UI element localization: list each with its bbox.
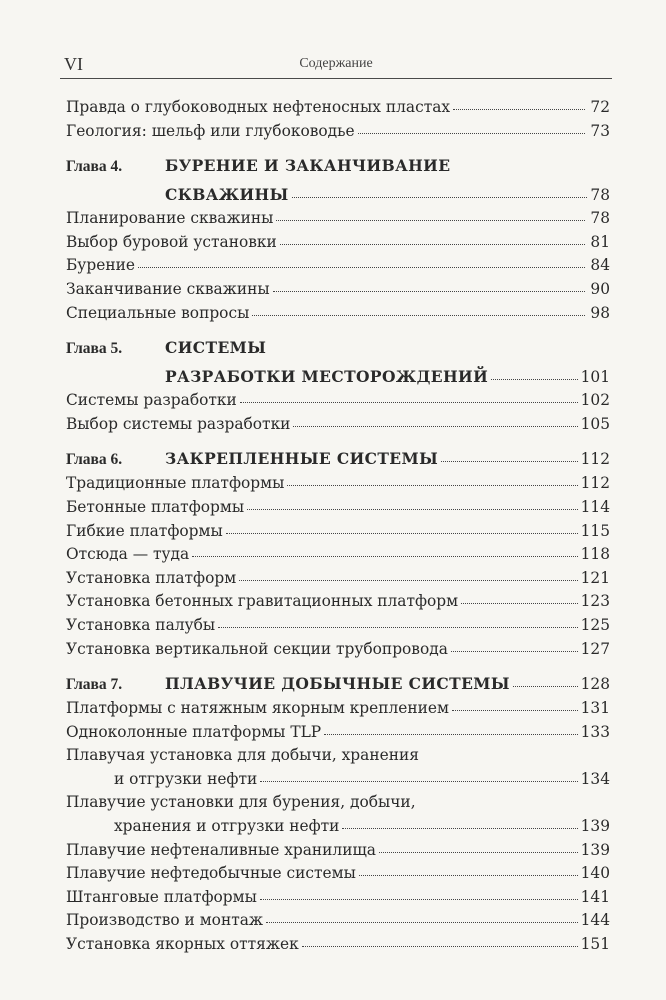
chapter-page: 128 xyxy=(580,675,610,694)
entry-page: 140 xyxy=(580,864,610,883)
entry-page: 105 xyxy=(580,414,610,433)
dot-leader xyxy=(358,132,585,134)
entry-title: Гибкие платформы xyxy=(66,521,223,540)
entry-page: 139 xyxy=(580,817,610,836)
entry-page: 144 xyxy=(580,911,610,930)
dot-leader xyxy=(302,945,578,947)
entry-title: Плавучие нефтеналивные хранилища xyxy=(66,840,376,859)
entry-title: Отсюда — туда xyxy=(66,545,190,564)
toc-entry[interactable] xyxy=(66,520,610,544)
dot-leader xyxy=(239,579,577,581)
entry-title: хранения и отгрузки нефти xyxy=(114,817,340,836)
entry-title: Плавучие нефтедобычные системы xyxy=(66,864,356,883)
chapter-title: СКВАЖИНЫ xyxy=(165,185,289,205)
entry-page: 125 xyxy=(580,615,610,634)
chapter-heading[interactable] xyxy=(66,672,610,697)
chapter-label: Глава 5. xyxy=(66,340,123,358)
toc-entry[interactable] xyxy=(66,389,610,413)
entry-page: 81 xyxy=(590,232,610,251)
chapter-4 xyxy=(66,154,610,325)
entry-page: 151 xyxy=(580,935,610,954)
chapter-heading[interactable] xyxy=(66,154,610,179)
dot-leader xyxy=(260,780,577,782)
entry-page: 118 xyxy=(580,545,610,564)
entry-title: Традиционные платформы xyxy=(66,474,285,493)
dot-leader xyxy=(461,602,577,604)
entry-title: Производство и монтаж xyxy=(66,911,264,930)
entry-title: Платформы с натяжным якорным креплением xyxy=(66,699,449,718)
chapter-page: 101 xyxy=(580,368,610,387)
entry-page: 141 xyxy=(580,887,610,906)
chapter-7 xyxy=(66,672,610,957)
chapter-title: БУРЕНИЕ И ЗАКАНЧИВАНИЕ xyxy=(165,156,451,176)
dot-leader xyxy=(280,243,585,245)
dot-leader xyxy=(451,650,578,652)
chapter-label: Глава 7. xyxy=(66,676,123,694)
chapter-5 xyxy=(66,336,610,436)
entry-title: Установка якорных оттяжек xyxy=(66,935,299,954)
toc-entry[interactable] xyxy=(66,909,610,933)
chapter-title: РАЗРАБОТКИ МЕСТОРОЖДЕНИЙ xyxy=(165,367,489,387)
dot-leader xyxy=(452,709,578,711)
dot-leader xyxy=(441,460,578,462)
entry-page: 139 xyxy=(580,840,610,859)
toc-entry[interactable] xyxy=(66,120,610,144)
entry-page: 133 xyxy=(580,722,610,741)
toc-entry-first-line[interactable] xyxy=(66,744,610,768)
entry-page: 73 xyxy=(590,121,610,140)
toc-entry[interactable] xyxy=(66,207,610,231)
page-number: VI xyxy=(64,54,83,74)
entry-title: Выбор системы разработки xyxy=(66,414,291,433)
entry-title: Одноколонные платформы TLP xyxy=(66,722,322,741)
entry-page: 121 xyxy=(580,568,610,587)
chapter-label: Глава 6. xyxy=(66,451,123,469)
toc-entry[interactable] xyxy=(66,278,610,302)
chapter-heading-cont[interactable] xyxy=(66,183,610,207)
toc-entry[interactable] xyxy=(66,862,610,886)
dot-leader xyxy=(491,378,577,380)
entry-title: Бурение xyxy=(66,256,135,275)
chapter-page: 78 xyxy=(590,186,610,205)
dot-leader xyxy=(379,851,578,853)
chapter-heading[interactable] xyxy=(66,336,610,361)
dot-leader xyxy=(192,555,577,557)
chapter-label: Глава 4. xyxy=(66,158,123,176)
toc-entry[interactable] xyxy=(66,590,610,614)
chapter-heading-cont[interactable] xyxy=(66,365,610,389)
dot-leader xyxy=(260,898,578,900)
dot-leader xyxy=(293,425,577,427)
toc-entry[interactable] xyxy=(66,933,610,957)
toc-entry[interactable] xyxy=(66,543,610,567)
chapter-title: ПЛАВУЧИЕ ДОБЫЧНЫЕ СИСТЕМЫ xyxy=(165,674,510,694)
entry-title: Бетонные платформы xyxy=(66,497,245,516)
entry-page: 112 xyxy=(580,474,610,493)
dot-leader xyxy=(292,196,588,198)
toc-entry[interactable] xyxy=(66,567,610,591)
dot-leader xyxy=(513,685,578,687)
entry-title: Выбор буровой установки xyxy=(66,232,277,251)
entry-page: 84 xyxy=(590,256,610,275)
chapter-title: ЗАКРЕПЛЕННЫЕ СИСТЕМЫ xyxy=(165,449,439,469)
entry-title: Геология: шельф или глубоководье xyxy=(66,121,355,140)
table-of-contents xyxy=(66,96,610,957)
toc-entry[interactable] xyxy=(66,638,610,662)
entry-page: 90 xyxy=(590,279,610,298)
toc-entry[interactable] xyxy=(66,697,610,721)
entry-title: Специальные вопросы xyxy=(66,303,250,322)
entry-page: 114 xyxy=(580,497,610,516)
dot-leader xyxy=(240,401,578,403)
toc-entry[interactable] xyxy=(66,886,610,910)
toc-entry[interactable] xyxy=(66,839,610,863)
dot-leader xyxy=(252,314,585,316)
entry-page: 123 xyxy=(580,592,610,611)
chapter-heading[interactable] xyxy=(66,447,610,472)
entry-title: Установка палубы xyxy=(66,615,216,634)
dot-leader xyxy=(342,827,577,829)
running-title: Содержание xyxy=(299,56,373,71)
entry-page: 72 xyxy=(590,98,610,116)
dot-leader xyxy=(287,484,577,486)
toc-entry[interactable] xyxy=(66,413,610,437)
chapter-title: СИСТЕМЫ xyxy=(165,338,267,358)
entry-page: 134 xyxy=(580,769,610,788)
entry-title: Правда о глубоководных нефтеносных пластах xyxy=(66,98,451,116)
dot-leader xyxy=(266,921,578,923)
toc-entry[interactable] xyxy=(66,302,610,326)
dot-leader xyxy=(247,508,578,510)
entry-title: Заканчивание скважины xyxy=(66,279,270,298)
toc-entry[interactable] xyxy=(66,496,610,520)
dot-leader xyxy=(218,626,578,628)
dot-leader xyxy=(273,290,585,292)
dot-leader xyxy=(138,266,585,268)
entry-title: Установка вертикальной секции трубопровода xyxy=(66,639,448,658)
entry-page: 102 xyxy=(580,391,610,410)
entry-page: 78 xyxy=(590,209,610,228)
toc-entry-first-line[interactable] xyxy=(66,791,610,815)
toc-entry[interactable] xyxy=(66,231,610,255)
entry-title: Плавучие установки для бурения, добычи, xyxy=(66,793,416,812)
entry-page: 131 xyxy=(580,699,610,718)
entry-title: Системы разработки xyxy=(66,391,237,410)
dot-leader xyxy=(226,532,578,534)
entry-page: 127 xyxy=(580,639,610,658)
toc-entry[interactable] xyxy=(66,614,610,638)
entry-title: Планирование скважины xyxy=(66,209,274,228)
dot-leader xyxy=(359,874,578,876)
toc-entry-cont[interactable] xyxy=(66,815,610,839)
dot-leader xyxy=(453,108,585,110)
dot-leader xyxy=(276,219,585,221)
entry-page: 98 xyxy=(590,303,610,322)
chapter-6 xyxy=(66,447,610,661)
entry-title: Плавучая установка для добычи, хранения xyxy=(66,746,419,765)
entry-title: Установка платформ xyxy=(66,568,237,587)
toc-entry[interactable] xyxy=(66,472,610,496)
entry-title: Установка бетонных гравитационных платформ xyxy=(66,592,459,611)
toc-entry[interactable] xyxy=(66,254,610,278)
toc-entry[interactable] xyxy=(66,721,610,745)
entry-title: Штанговые платформы xyxy=(66,887,257,906)
entry-page: 115 xyxy=(580,521,610,540)
entry-title: и отгрузки нефти xyxy=(114,769,258,788)
toc-entry[interactable] xyxy=(66,96,610,120)
page-header xyxy=(60,52,612,79)
chapter-page: 112 xyxy=(580,450,610,469)
dot-leader xyxy=(324,733,577,735)
toc-entry-cont[interactable] xyxy=(66,768,610,792)
